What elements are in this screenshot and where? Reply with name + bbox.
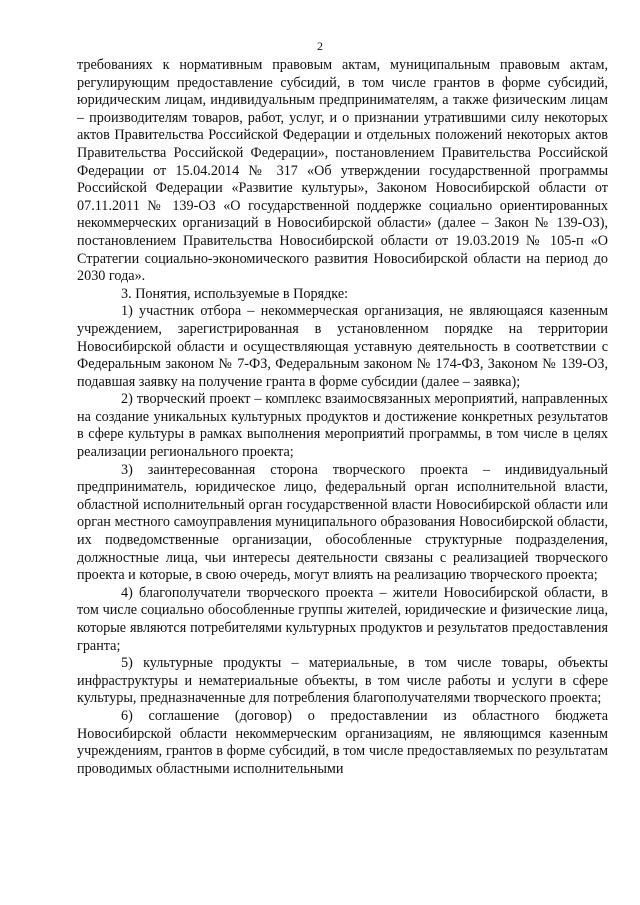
paragraph-item-1: 1) участник отбора – некоммерческая организация, не являющаяся казенным учреждением, зарегистрированная в установленном порядке на территории Новосибирской области и осуществляющая уставную деятельность в соответствии с Федеральным законом № 7-ФЗ, Федеральным законом № 174-ФЗ, Законом № 139-ОЗ, подавшая заявку на получение гранта в форме субсидии (далее – заявка); [77, 303, 608, 390]
paragraph-item-2: 2) творческий проект – комплекс взаимосвязанных мероприятий, направленных на создание уникальных культурных продуктов и достижение конкретных результатов в сфере культуры в рамках выполнения мероприятий программы, в том числе в целях реализации регионального проекта; [77, 391, 608, 461]
paragraph-item-4: 4) благополучатели творческого проекта – жители Новосибирской области, в том числе социально обособленные группы жителей, юридические и физические лица, которые являются потребителями культурных продуктов и результатов предоставления гранта; [77, 584, 608, 654]
paragraph-item-5: 5) культурные продукты – материальные, в том числе товары, объекты инфраструктуры и нематериальные объекты, в том числе работы и услуги в сфере культуры, предназначенные для потребления благополучателями творческого проекта; [77, 655, 608, 707]
paragraph-item-6: 6) соглашение (договор) о предоставлении из областного бюджета Новосибирской области некоммерческим организациям, не являющимся казенным учреждениям, грантов в форме субсидий, в том числе предоставляемых по результатам проводимых областными исполнительными [77, 707, 608, 777]
paragraph-item-3: 3) заинтересованная сторона творческого проекта – индивидуальный предприниматель, юридическое лицо, федеральный орган исполнительной власти, областной исполнительный орган государственной власти Новосибирской области или орган местного самоуправления муниципального образования Новосибирской области, их подведомственные организации, обособленные структурные подразделения, должностные лица, чьи интересы деятельности связаны с реализацией творческого проекта и которые, в свою очередь, могут влиять на реализацию творческого проекта; [77, 461, 608, 584]
document-body [77, 57, 608, 778]
page-number: 2 [317, 39, 323, 53]
paragraph-continuation: требованиях к нормативным правовым актам, муниципальным правовым актам, регулирующим предоставление субсидий, в том числе грантов в форме субсидий, юридическим лицам, индивидуальным предпринимателям, а также физическим лицам – производителям товаров, работ, услуг, и о признании утратившими силу некоторых актов Правительства Российской Федерации и отдельных положений некоторых актов Правительства Российской Федерации», постановлением Правительства Российской Федерации от 15.04.2014 № 317 «Об утверждении государственной программы Российской Федерации «Развитие культуры», Законом Новосибирской области от 07.11.2011 № 139-ОЗ «О государственной поддержке социально ориентированных некоммерческих организаций в Новосибирской области» (далее – Закон № 139-ОЗ), постановлением Правительства Новосибирской области от 19.03.2019 № 105-п «О Стратегии социально-экономического развития Новосибирской области на период до 2030 года». [77, 57, 608, 285]
paragraph-section-3: 3. Понятия, используемые в Порядке: [121, 285, 349, 302]
